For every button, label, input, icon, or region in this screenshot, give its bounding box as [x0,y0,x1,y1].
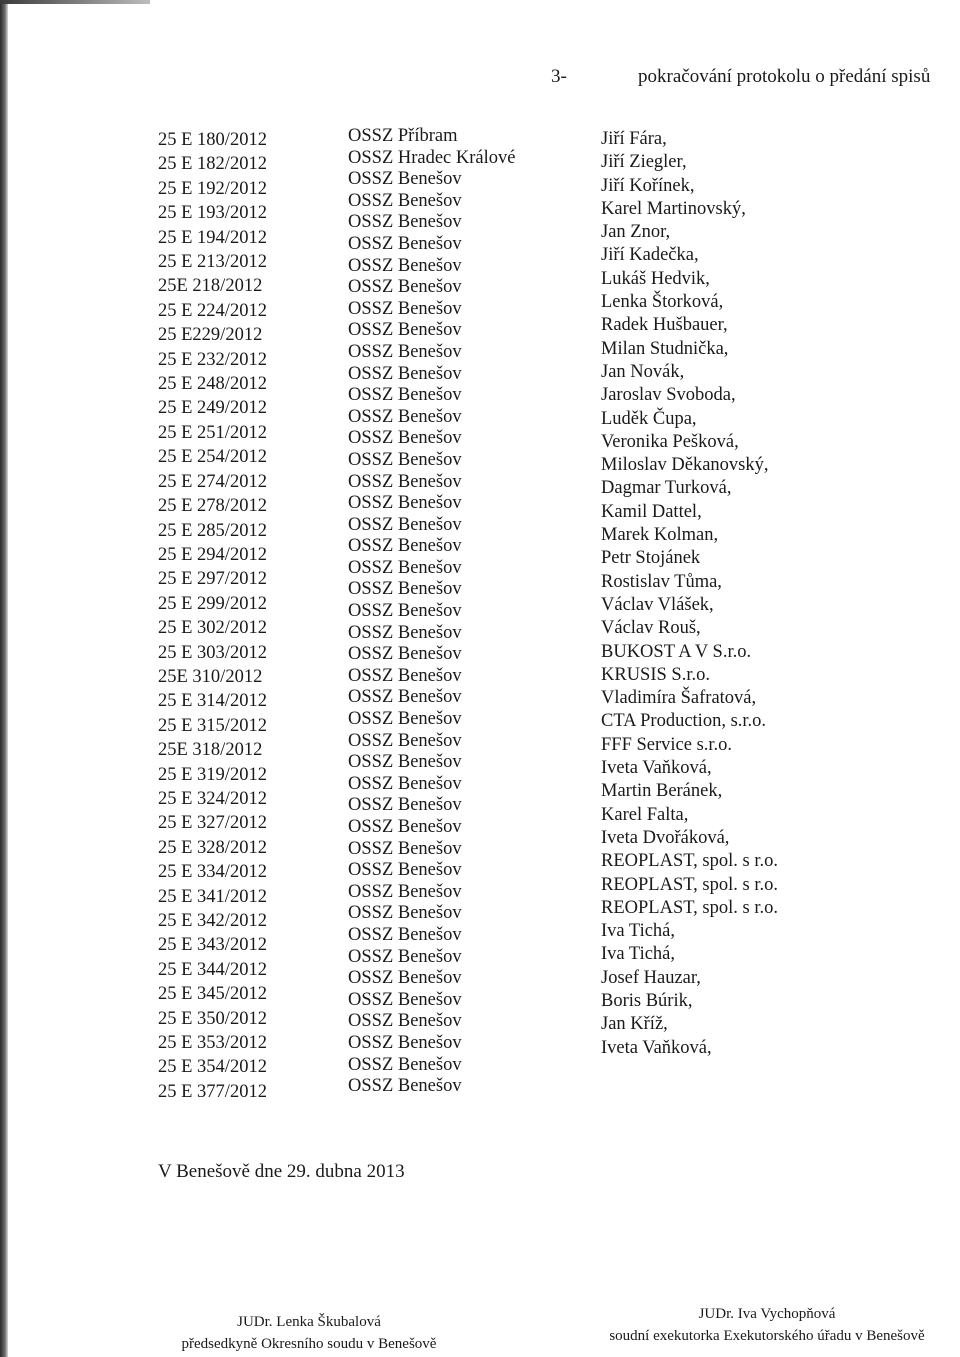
case-number-item: 25 E 324/2012 [158,788,267,809]
office-item: OSSZ Benešov [348,687,462,708]
office-item: OSSZ Benešov [348,946,462,967]
party-item: KRUSIS S.r.o. [601,664,710,685]
office-item: OSSZ Benešov [348,579,462,600]
office-item: OSSZ Benešov [348,212,462,233]
office-item: OSSZ Benešov [348,968,462,989]
office-item: OSSZ Benešov [348,752,462,773]
party-item: Iveta Vaňková, [601,1037,712,1058]
case-number-item: 25 E 299/2012 [158,593,267,614]
party-item: Luděk Čupa, [601,408,697,429]
page-number: 3- [551,66,567,87]
page-title: pokračování protokolu o předání spisů [638,66,931,87]
office-item: OSSZ Benešov [348,601,462,622]
office-item: OSSZ Benešov [348,989,462,1010]
party-item: Lenka Štorková, [601,292,724,313]
office-item: OSSZ Benešov [348,277,462,298]
office-item: OSSZ Benešov [348,860,462,881]
office-item: OSSZ Benešov [348,471,462,492]
office-item: OSSZ Příbram [348,126,458,146]
case-number-item: 25 E 232/2012 [158,349,267,370]
office-item: OSSZ Benešov [348,1032,462,1053]
case-number-item: 25 E 193/2012 [158,203,267,224]
party-item: Iva Tichá, [601,921,675,942]
scan-shadow-top [0,0,150,4]
case-number-item: 25E 318/2012 [158,740,263,761]
office-column [348,126,515,1098]
case-number-item: 25 E 274/2012 [158,471,267,492]
office-item: OSSZ Benešov [348,1054,462,1075]
office-item: OSSZ Benešov [348,838,462,859]
case-number-item: 25 E 251/2012 [158,422,267,443]
party-item: REOPLAST, spol. s r.o. [601,897,778,918]
office-item: OSSZ Benešov [348,881,462,902]
signature-right-name: JUDr. Iva Vychopňová [698,1306,836,1322]
case-number-item: 25 E 224/2012 [158,300,267,321]
office-item: OSSZ Benešov [348,557,462,578]
office-item: OSSZ Benešov [348,320,462,341]
party-item: Dagmar Turková, [601,478,732,499]
case-number-item: 25 E229/2012 [158,325,263,346]
case-number-item: 25 E 328/2012 [158,837,267,858]
case-number-item: 25 E 248/2012 [158,374,267,395]
party-item: Václav Vlášek, [601,594,714,615]
office-item: OSSZ Benešov [348,298,462,319]
party-item: Miloslav Děkanovský, [601,455,769,476]
party-item: REOPLAST, spol. s r.o. [601,874,778,895]
party-item: Marek Kolman, [601,525,719,546]
signature-left-role: předsedkyně Okresního soudu v Benešově [181,1336,437,1352]
party-column [601,128,778,1060]
office-item: OSSZ Benešov [348,514,462,535]
case-number-item: 25 E 345/2012 [158,984,267,1005]
office-item: OSSZ Benešov [348,190,462,211]
case-number-item: 25 E 344/2012 [158,959,267,980]
party-item: Iva Tichá, [601,944,675,965]
party-item: Karel Martinovský, [601,198,746,219]
case-number-item: 25 E 341/2012 [158,886,267,907]
office-item: OSSZ Benešov [348,255,462,276]
case-number-item: 25 E 314/2012 [158,691,267,712]
office-item: OSSZ Benešov [348,536,462,557]
case-number-item: 25 E 192/2012 [158,178,267,199]
office-item: OSSZ Benešov [348,169,462,190]
party-item: Jan Novák, [601,361,685,382]
office-item: OSSZ Benešov [348,795,462,816]
case-number-item: 25 E 297/2012 [158,569,267,590]
signature-right-role: soudní exekutorka Exekutorského úřadu v Benešově [609,1328,925,1344]
party-item: BUKOST A V S.r.o. [601,641,752,662]
party-item: Vladimíra Šafratová, [601,688,757,709]
case-number-item: 25 E 278/2012 [158,496,267,517]
case-number-item: 25 E 182/2012 [158,154,267,175]
party-item: Martin Beránek, [601,781,723,802]
case-number-item: 25 E 315/2012 [158,715,267,736]
party-item: Jiří Ziegler, [601,152,687,173]
party-item: Petr Stojánek [601,548,701,569]
office-item: OSSZ Benešov [348,665,462,686]
office-item: OSSZ Benešov [348,773,462,794]
party-item: Jiří Kořínek, [601,175,695,196]
office-item: OSSZ Benešov [348,385,462,406]
case-number-item: 25 E 294/2012 [158,544,267,565]
office-item: OSSZ Benešov [348,363,462,384]
party-item: Jan Znor, [601,222,671,243]
case-number-item: 25 E 319/2012 [158,764,267,785]
office-item: OSSZ Benešov [348,622,462,643]
party-item: FFF Service s.r.o. [601,734,733,755]
case-number-item: 25 E 254/2012 [158,447,267,468]
scan-shadow-left [0,0,8,1357]
case-number-item: 25 E 213/2012 [158,252,267,273]
signoff-place-date: V Benešově dne 29. dubna 2013 [158,1161,405,1182]
party-item: Václav Rouš, [601,618,701,639]
party-item: Karel Falta, [601,804,689,825]
party-item: Jaroslav Svoboda, [601,385,736,406]
case-number-item: 25 E 285/2012 [158,520,267,541]
office-item: OSSZ Benešov [348,817,462,837]
office-item: OSSZ Benešov [348,644,462,665]
case-number-item: 25 E 303/2012 [158,642,267,663]
signature-block-left [156,1311,462,1355]
party-item: Josef Hauzar, [601,967,701,988]
party-item: Jan Kříž, [601,1014,668,1035]
office-item: OSSZ Benešov [348,1076,462,1097]
office-item: OSSZ Benešov [348,903,462,924]
party-item: Iveta Vaňková, [601,758,712,779]
party-item: CTA Production, s.r.o. [601,711,767,732]
party-item: Milan Studnička, [601,338,729,359]
case-number-item: 25 E 249/2012 [158,398,267,419]
case-number-item: 25E 310/2012 [158,666,263,687]
case-number-item: 25 E 353/2012 [158,1033,267,1054]
party-item: REOPLAST, spol. s r.o. [601,851,778,872]
office-item: OSSZ Benešov [348,730,462,751]
party-item: Boris Búrik, [601,990,693,1011]
office-item: OSSZ Benešov [348,449,462,470]
case-number-item: 25 E 302/2012 [158,618,267,639]
party-item: Jiří Kadečka, [601,245,699,266]
case-number-item: 25 E 377/2012 [158,1081,267,1102]
party-item: Lukáš Hedvik, [601,268,710,289]
case-number-item: 25 E 342/2012 [158,911,267,931]
office-item: OSSZ Benešov [348,341,462,362]
case-number-item: 25 E 343/2012 [158,935,267,956]
case-number-column [158,128,267,1104]
case-number-item: 25 E 334/2012 [158,862,267,883]
case-number-item: 25 E 354/2012 [158,1057,267,1078]
party-item: Radek Hušbauer, [601,315,728,336]
office-item: OSSZ Hradec Králové [348,147,516,168]
office-item: OSSZ Benešov [348,406,462,427]
case-number-item: 25E 218/2012 [158,276,263,297]
case-number-item: 25 E 194/2012 [158,227,267,248]
party-item: Rostislav Tůma, [601,571,722,592]
party-item: Jiří Fára, [601,129,667,149]
party-item: Veronika Pešková, [601,431,739,452]
office-item: OSSZ Benešov [348,709,462,730]
party-item: Iveta Dvořáková, [601,827,730,848]
office-item: OSSZ Benešov [348,428,462,449]
signature-block-right [576,1303,958,1347]
office-item: OSSZ Benešov [348,924,462,945]
office-item: OSSZ Benešov [348,1011,462,1032]
signature-left-name: JUDr. Lenka Škubalová [237,1314,381,1330]
case-number-item: 25 E 327/2012 [158,813,267,834]
office-item: OSSZ Benešov [348,493,462,514]
case-number-item: 25 E 350/2012 [158,1008,267,1029]
party-item: Kamil Dattel, [601,501,702,522]
case-number-item: 25 E 180/2012 [158,130,267,150]
office-item: OSSZ Benešov [348,233,462,254]
